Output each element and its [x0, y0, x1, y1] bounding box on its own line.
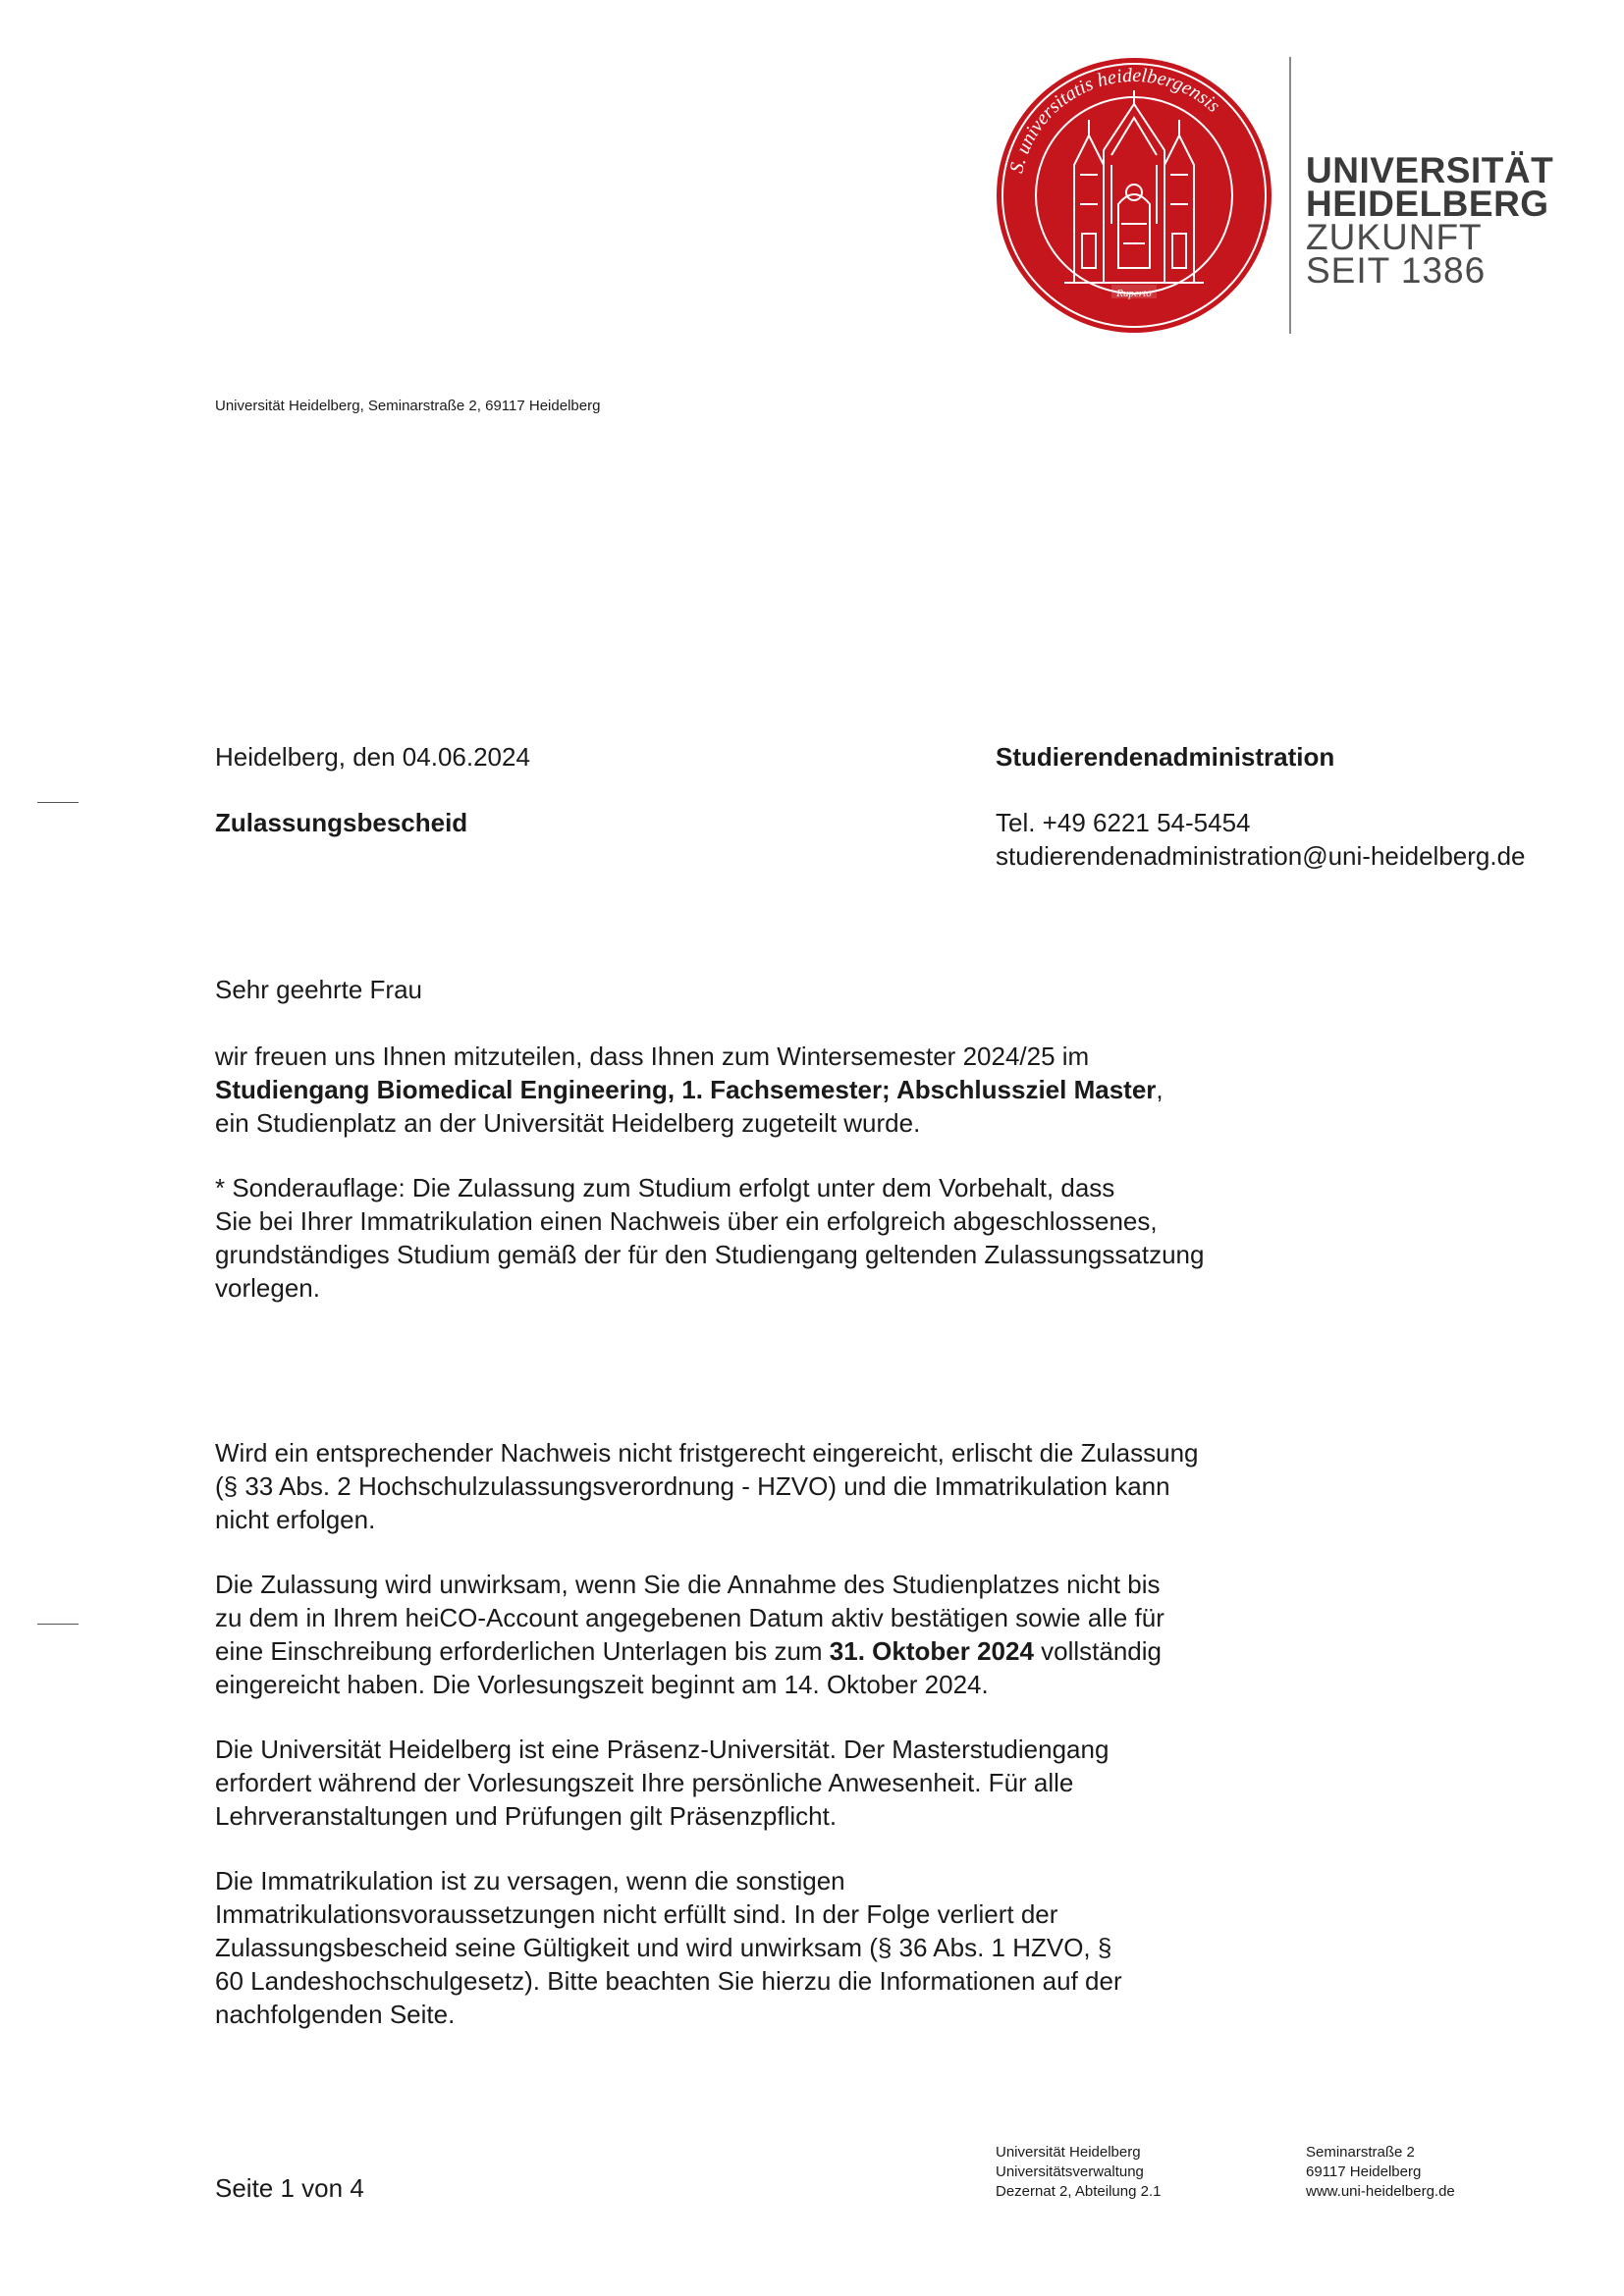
- paragraph-acceptance: [215, 1568, 1305, 1701]
- paragraph-line: eingereicht haben. Die Vorlesungszeit beginnt am 14. Oktober 2024.: [215, 1670, 989, 1699]
- paragraph-line: erfordert während der Vorlesungszeit Ihre persönliche Anwesenheit. Für alle: [215, 1768, 1074, 1797]
- paragraph-line: nicht erfolgen.: [215, 1505, 376, 1534]
- contact-email[interactable]: studierendenadministration@uni-heidelberg.de: [996, 841, 1526, 871]
- contact-phone: Tel. +49 6221 54-5454: [996, 808, 1251, 837]
- footer-address: [1306, 2143, 1455, 2202]
- wordmark-line-1: UNIVERSITÄT: [1306, 150, 1554, 190]
- paragraph-proof-deadline: [215, 1436, 1305, 1536]
- paragraph-line: [215, 1073, 1305, 1106]
- paragraph-line: Die Zulassung wird unwirksam, wenn Sie die Annahme des Studienplatzes nicht bis: [215, 1570, 1161, 1599]
- deadline-suffix: vollständig: [1033, 1636, 1162, 1666]
- paragraph-line: grundständiges Studium gemäß der für den Studiengang geltenden Zulassungssatzung: [215, 1240, 1205, 1269]
- sender-address-line: Universität Heidelberg, Seminarstraße 2, 69117 Heidelberg: [215, 398, 601, 414]
- paragraph-line: nachfolgenden Seite.: [215, 2000, 456, 2029]
- paragraph-line: Die Immatrikulation ist zu versagen, wenn die sonstigen: [215, 1866, 845, 1896]
- footer-line: Seminarstraße 2: [1306, 2144, 1415, 2161]
- paragraph-line: ein Studienplatz an der Universität Heidelberg zugeteilt wurde.: [215, 1108, 921, 1138]
- paragraph-line: * Sonderauflage: Die Zulassung zum Studium erfolgt unter dem Vorbehalt, dass: [215, 1173, 1115, 1202]
- program-punctuation: ,: [1156, 1075, 1164, 1104]
- footer-organization: [996, 2143, 1161, 2202]
- paragraph-line: Die Universität Heidelberg ist eine Präsenz-Universität. Der Masterstudiengang: [215, 1735, 1110, 1764]
- paragraph-line: Wird ein entsprechender Nachweis nicht fristgerecht eingereicht, erlischt die Zulassung: [215, 1438, 1199, 1468]
- logo-divider: [1289, 57, 1291, 334]
- paragraph-line: Lehrveranstaltungen und Prüfungen gilt Präsenzpflicht.: [215, 1801, 838, 1831]
- university-wordmark: [1306, 150, 1554, 291]
- department-name: Studierendenadministration: [996, 742, 1335, 772]
- footer-line: Universität Heidelberg: [996, 2144, 1141, 2161]
- letter-date: Heidelberg, den 04.06.2024: [215, 742, 530, 772]
- wordmark-line-4: SEIT 1386: [1306, 250, 1487, 291]
- salutation: Sehr geehrte Frau: [215, 975, 423, 1004]
- letter-subject: Zulassungsbescheid: [215, 808, 468, 837]
- footer-line: Universitätsverwaltung: [996, 2163, 1144, 2180]
- paragraph-line: zu dem in Ihrem heiCO-Account angegebenen Datum aktiv bestätigen sowie alle für: [215, 1603, 1164, 1632]
- wordmark-line-2: HEIDELBERG: [1306, 184, 1549, 224]
- seal-lower-word: Ruperto: [1116, 288, 1152, 299]
- paragraph-line: wir freuen uns Ihnen mitzuteilen, dass Ihnen zum Wintersemester 2024/25 im: [215, 1041, 1090, 1071]
- university-seal: [996, 57, 1272, 334]
- seal-icon: [996, 57, 1272, 334]
- seal-inscription: S. universitatis heidelbergensis: [1005, 64, 1224, 176]
- deadline-prefix: eine Einschreibung erforderlichen Unterlagen bis zum: [215, 1636, 830, 1666]
- paragraph-line: 60 Landeshochschulgesetz). Bitte beachten Sie hierzu die Informationen auf der: [215, 1966, 1122, 1996]
- paragraph-line: Immatrikulationsvoraussetzungen nicht erfüllt sind. In der Folge verliert der: [215, 1899, 1058, 1929]
- paragraph-line: vorlegen.: [215, 1273, 320, 1303]
- paragraph-line: Zulassungsbescheid seine Gültigkeit und wird unwirksam (§ 36 Abs. 1 HZVO, §: [215, 1933, 1112, 1962]
- paragraph-special-condition: [215, 1171, 1305, 1305]
- paragraph-line: (§ 33 Abs. 2 Hochschulzulassungsverordnung - HZVO) und die Immatrikulation kann: [215, 1471, 1170, 1501]
- wordmark-line-3: ZUKUNFT: [1306, 217, 1483, 257]
- paragraph-admission: [215, 1040, 1305, 1140]
- footer-line: Dezernat 2, Abteilung 2.1: [996, 2183, 1162, 2200]
- paragraph-line: Sie bei Ihrer Immatrikulation einen Nachweis über ein erfolgreich abgeschlossenes,: [215, 1206, 1158, 1236]
- paragraph-enrollment-refusal: [215, 1864, 1305, 2031]
- fold-mark-top: [37, 802, 79, 803]
- footer-website[interactable]: www.uni-heidelberg.de: [1306, 2183, 1455, 2200]
- paragraph-line: [215, 1634, 1305, 1668]
- deadline-date: 31. Oktober 2024: [829, 1636, 1034, 1666]
- footer-line: 69117 Heidelberg: [1306, 2163, 1422, 2180]
- fold-mark-bottom: [37, 1624, 79, 1625]
- program-name: Studiengang Biomedical Engineering, 1. Fachsemester; Abschlussziel Master: [215, 1075, 1157, 1104]
- paragraph-attendance: [215, 1733, 1305, 1833]
- page-number: Seite 1 von 4: [215, 2173, 364, 2203]
